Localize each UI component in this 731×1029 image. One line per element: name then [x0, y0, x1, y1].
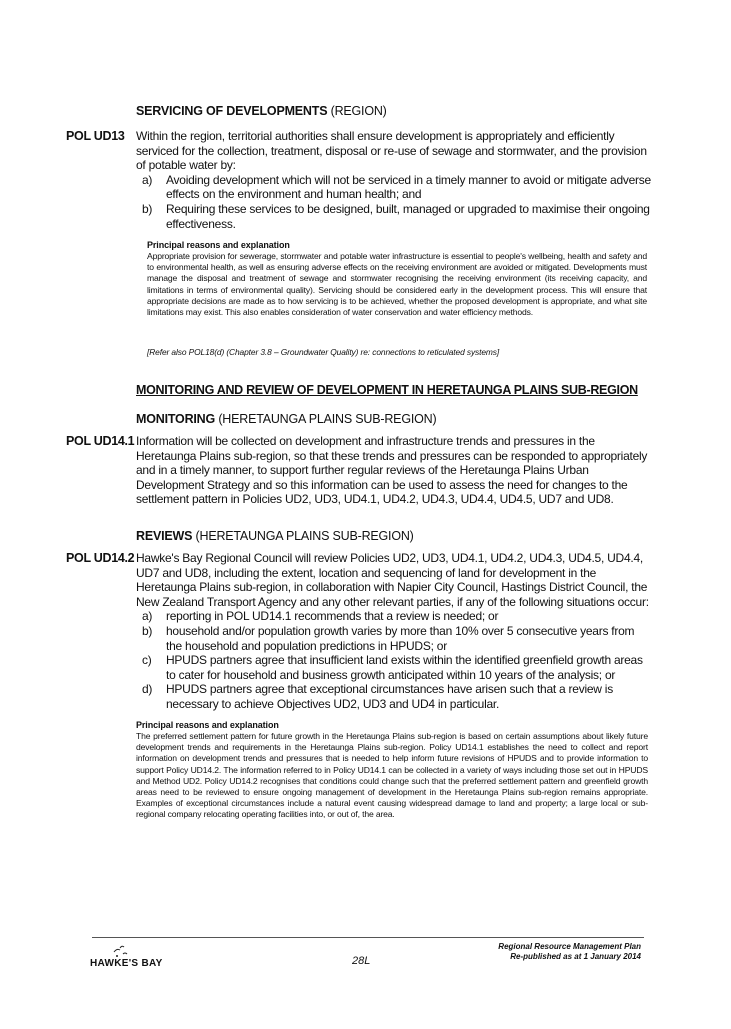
list-item	[142, 624, 650, 653]
list-item	[142, 682, 650, 711]
list-item-text: Avoiding development which will not be serviced in a timely manner to avoid or mitigate adverse effects on the environment and human health; and	[166, 172, 651, 202]
policy-id-ud14-1: POL UD14.1	[66, 434, 135, 448]
list-item	[142, 609, 650, 624]
list-item-text: household and/or population growth varies by more than 10% over 5 consecutive years from the household and population predictions in HPUDS; or	[166, 623, 635, 653]
policy-id-ud13: POL UD13	[66, 129, 125, 143]
list-item-label: a)	[142, 609, 153, 624]
list-item	[142, 202, 652, 231]
hawkes-bay-logo	[90, 942, 163, 972]
reviews-heading	[136, 529, 414, 543]
plan-date: Re-published as at 1 January 2014	[510, 952, 641, 961]
monitoring-section-title: MONITORING AND REVIEW OF DEVELOPMENT IN HERETAUNGA PLAINS SUB-REGION	[136, 383, 638, 397]
monitoring-heading-region: (HERETAUNGA PLAINS SUB-REGION)	[218, 412, 437, 426]
footer-divider	[92, 937, 644, 938]
plan-info	[440, 942, 641, 962]
list-item-label: b)	[142, 623, 153, 638]
policy-id-ud14-2: POL UD14.2	[66, 551, 135, 565]
policy-ud14-2-intro: Hawke's Bay Regional Council will review Policies UD2, UD3, UD4.1, UD4.2, UD4.3, UD4.5, UD4.4, UD7 and UD8, including the extent, location and sequencing of land for development in the Heretaunga Plains sub-region, in collaboration with Napier City Council, Hastings District Council, the New Zealand Transport Agency and any other relevant parties, if any of the following situations occur:	[136, 551, 649, 609]
reviews-heading-region: (HERETAUNGA PLAINS SUB-REGION)	[195, 529, 414, 543]
list-item	[142, 653, 650, 682]
list-item-text: HPUDS partners agree that insufficient land exists within the identified greenfield growth areas to cater for household and business growth anticipated within 10 years of the analysis; or	[166, 653, 643, 682]
monitoring-reasons-text: The preferred settlement pattern for future growth in the Heretaunga Plains sub-region is based on certain assumptions about likely future development trends and requirements in the Heretaunga Plains sub-region. Policy UD14.1 establishes the need to collect and report information on development trends and pressures that is needed to help inform future revisions of HPUDS and to provide information to support Policy UD14.2. The information referred to in Policy UD14.1 can be collected in a variety of ways including those set out in HPUDS and Method UD2. Policy UD14.2 recognises that conditions could change such that the preferred settlement pattern and greenfield growth areas need to be reviewed to ensure ongoing management of development in the Heretaunga Plains sub-region remains appropriate. Examples of exceptional circumstances include a natural event causing widespread damage to land and property; a large local or sub-regional company relocating operating facilities into, or out of, the area.	[136, 731, 648, 820]
list-item-label: b)	[142, 201, 153, 216]
list-item-text: HPUDS partners agree that exceptional circumstances have arisen such that a review is necessary to achieve Objectives UD2, UD3 and UD4 in particular.	[166, 682, 613, 711]
list-item-label: c)	[142, 653, 152, 668]
list-item-label: a)	[142, 172, 153, 187]
list-item-text: Requiring these services to be designed, built, managed or upgraded to maximise their ongoing effectiveness.	[166, 201, 650, 231]
monitoring-heading	[136, 412, 436, 426]
policy-ud14-2-body	[136, 551, 650, 712]
servicing-reasons-heading: Principal reasons and explanation	[147, 240, 290, 250]
list-item-text: reporting in POL UD14.1 recommends that a review is needed; or	[166, 609, 499, 624]
policy-ud13-list	[142, 173, 652, 231]
page-number: 28L	[352, 955, 371, 967]
policy-ud14-1-text: Information will be collected on development and infrastructure trends and pressures in the Heretaunga Plains sub-region, so that these trends and pressures can be responded to appropriately and in a timely manner, to support further regular reviews of the Heretaunga Plains Urban Development Strategy and so this information can be used to assess the need for changes to the settlement pattern in Policies UD2, UD3, UD4.1, UD4.2, UD4.3, UD4.4, UD4.5, UD7 and UD8.	[136, 434, 648, 507]
policy-ud14-2-list	[142, 609, 650, 711]
list-item	[142, 173, 652, 202]
plan-title: Regional Resource Management Plan	[498, 942, 641, 951]
servicing-heading	[136, 104, 387, 118]
servicing-refer-note: [Refer also POL18(d) (Chapter 3.8 – Groundwater Quality) re: connections to reticulated systems]	[147, 347, 500, 357]
monitoring-reasons-heading: Principal reasons and explanation	[136, 720, 279, 730]
servicing-reasons-text: Appropriate provision for sewerage, stormwater and potable water infrastructure is essential to people's wellbeing, health and safety and to environmental health, as well as ensuring adverse effects on the receiving environment are avoided or mitigated. Developments must manage the disposal and treatment of sewage and stormwater recognising the receiving environment (its receiving capacity, and limitations in terms of environmental quality). Servicing should be considered early in the development process. This will ensure that appropriate decisions are made as to how servicing is to be achieved, whether the proposed development is appropriate, and what site limitations may exist. This also enables consideration of water conservation and water efficiency methods.	[147, 251, 647, 318]
monitoring-heading-bold: MONITORING	[136, 412, 216, 426]
policy-ud13-intro: Within the region, territorial authorities shall ensure development is appropriately and efficiently serviced for the collection, treatment, disposal or re-use of sewage and stormwater, and the provision of potable water by:	[136, 129, 647, 173]
logo-text: HAWKE'S BAY	[90, 958, 163, 969]
list-item-label: d)	[142, 682, 153, 697]
policy-ud13-body	[136, 129, 652, 231]
servicing-heading-bold: SERVICING OF DEVELOPMENTS	[136, 104, 328, 118]
reviews-heading-bold: REVIEWS	[136, 529, 193, 543]
servicing-heading-region: (REGION)	[330, 104, 387, 118]
